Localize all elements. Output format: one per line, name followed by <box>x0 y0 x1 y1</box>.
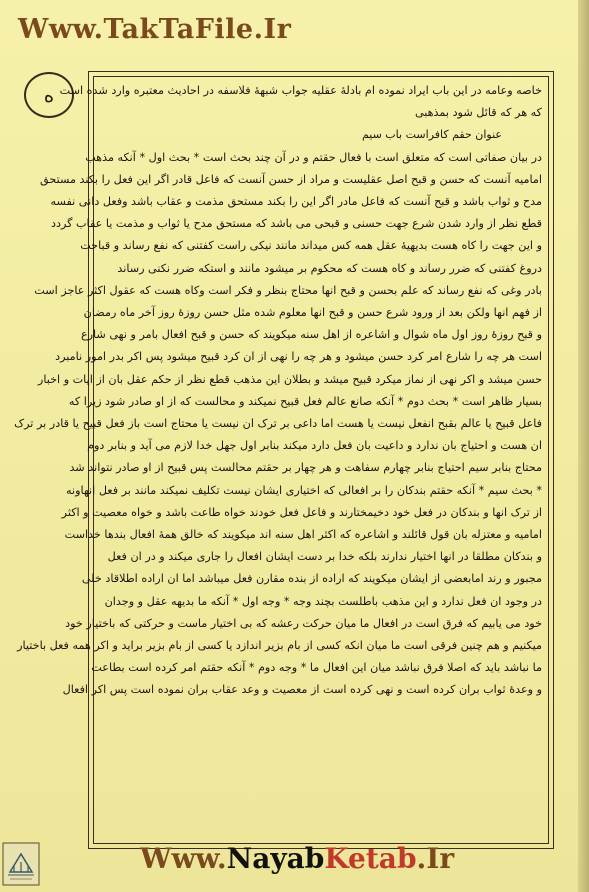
text-line: میکنیم و هم چنین فرقی است ما میان انکه کسی از بام بزیر اندازد یا کسی از بام بزیر براید و اکر همه فعل باختیار <box>17 639 542 653</box>
text-line: امامیه آنست که حسن و قبح اصل عقلیست و مراد از حسن آنست که فاعل قادر اگر این فعل را بکند مستحق <box>40 172 542 186</box>
manuscript-text <box>14 80 542 840</box>
text-line: است هر چه را شارع امر کرد حسن میشود و هر چه را نهی از ان کرد قبیح میشود پس اکر بدر امور نامبرد <box>55 350 542 364</box>
page-number: ه <box>24 72 74 118</box>
watermark-bottom-ketab: Ketab <box>324 842 417 875</box>
text-line: و وعدهٔ ثواب بران کرده است و نهی کرده است از معصیت و وعد عقاب بران نموده است پس اکر افعال <box>62 683 542 697</box>
text-line: و قبح روزهٔ روز اول ماه شوال و اشاعره از اهل سنه میکویند که حسن و قبح افعال بامر و نهی شارع <box>80 328 542 342</box>
text-line: از فهم انها ولکن بعد از ورود شرع حسن و قبح انها معلوم شده مثل حسن روزهٔ روز آخر ماه رمضان <box>83 306 542 320</box>
text-line: و این جهت را کاه هست بدیهیهٔ عقل همه کس میداند مانند نیکی راست کفتنی که نفع رساند و قباحت <box>80 239 542 253</box>
watermark-bottom-nayab: Nayab <box>226 842 325 875</box>
page-fold-edge <box>578 0 589 892</box>
watermark-top: Www.TakTaFile.Ir <box>18 14 292 45</box>
text-line: خود می یابیم که فرق است در افعال ما میان حرکت رعشه که بی اختیار ماست و حرکتی که باختیار خود <box>65 616 542 630</box>
text-line: دروغ کفتنی که ضرر رساند و کاه هست که محکوم بر میشود مانند و استکه ضرر نکنی رساند <box>117 261 542 275</box>
heading-left: باب سیم <box>361 128 403 142</box>
text-line: در وجود ان فعل ندارد و این مذهب باطلست بچند وجه * وجه اول * آنکه ما بدیهه عقل و وجدان <box>104 594 542 608</box>
text-line: مجبور و رند امابعضی از ایشان میکویند که اراده از بنده مقارن فعل میباشد اما ان اراده اطلاقاد خلی <box>81 572 542 586</box>
text-line: محتاج بنابر سیم احتیاج بنابر چهارم سفاهت و هر چهار بر حقتم محالست پس قبیح از او صادر نتواند شد <box>69 461 542 475</box>
library-logo-icon <box>2 842 40 886</box>
text-line: از ترک انها و بندکان در فعل خود دخیمختارند و فاعل فعل خودند خواه طاعت باشد و خواه معصیت و اکثر <box>61 505 542 519</box>
watermark-bottom <box>140 842 454 875</box>
watermark-bottom-prefix: Www. <box>140 842 227 875</box>
text-line: ما نباشد باید که اصلا فرق نباشد میان این افعال ما * وجه دوم * آنکه حقتم امر کرده است بطاعت <box>91 661 542 675</box>
heading-right: عنوان حقم کافراست <box>405 128 502 142</box>
chapter-heading <box>100 124 542 146</box>
text-line: فاعل قبیح یا عالم بقبح انفعل نیست یا هست اما داعی بر ترک ان نیست یا محتاج است باز فعل قبیح یا قادر بر ترک <box>14 417 542 431</box>
text-line: * بحث سیم * آنکه حقتم بندکان را بر افعالی که اختیاری ایشان نیست تکلیف نمیکند مانند بر فعل انهاونه <box>65 483 542 497</box>
text-line: ان هست و احتیاج بان ندارد و داعیت بان فعل دارد میکند بنابر اول جهل خدا لازم می آید و بنابر دوم <box>87 439 542 453</box>
text-line: امامیه و معتزله بان قول قائلند و اشاعره که اکثر اهل سنه اند میکویند که خالق همهٔ افعال بندها خداست <box>64 528 542 542</box>
text-line: قطع نظر از وارد شدن شرع جهت حسنی و قبحی می باشد که مستحق مدح یا ثواب و مذمت یا عقاب گردد <box>51 217 542 231</box>
text-line: بسیار ظاهر است * بحث دوم * آنکه صانع عالم فعل قبیح نمیکند و محالست که از او صادر شود زیرا که <box>68 394 542 408</box>
watermark-bottom-suffix: .Ir <box>416 842 455 875</box>
text-line: بادر وغی که نفع رساند که علم بحسن و قبح انها محتاج بنظر و فکر است وکاه هست که عقول اکثر عاجز است <box>34 283 542 297</box>
text-line: حسن میشد و اکر نهی از نماز میکرد قبیح میشد و بطلان این مذهب قطع نظر از حکم عقل بان از ایات و اخبار <box>37 372 542 386</box>
text-line: در بیان صفاتی است که متعلق است با فعال حقتم و در آن چند بحث است * بحث اول * آنکه مذهب <box>85 150 542 164</box>
text-line: خاصه وعامه در این باب ایراد نموده ام بادلهٔ عقلیه جواب شبههٔ فلاسفه در احادیث معتبره وارد شده است <box>59 84 542 97</box>
text-line: که هر که قائل شود بمذهبی <box>414 106 542 120</box>
text-line: و بندکان مطلقا در انها اختیار ندارند بلکه خدا بر دست ایشان افعال را جاری میکند و در ان فعل <box>107 550 542 564</box>
text-line: مدح و ثواب باشد و قبح آنست که فاعل مادر اگر این را بکند مستحق مذمت و عقاب باشد وفعل دانی نفسه <box>50 195 542 209</box>
